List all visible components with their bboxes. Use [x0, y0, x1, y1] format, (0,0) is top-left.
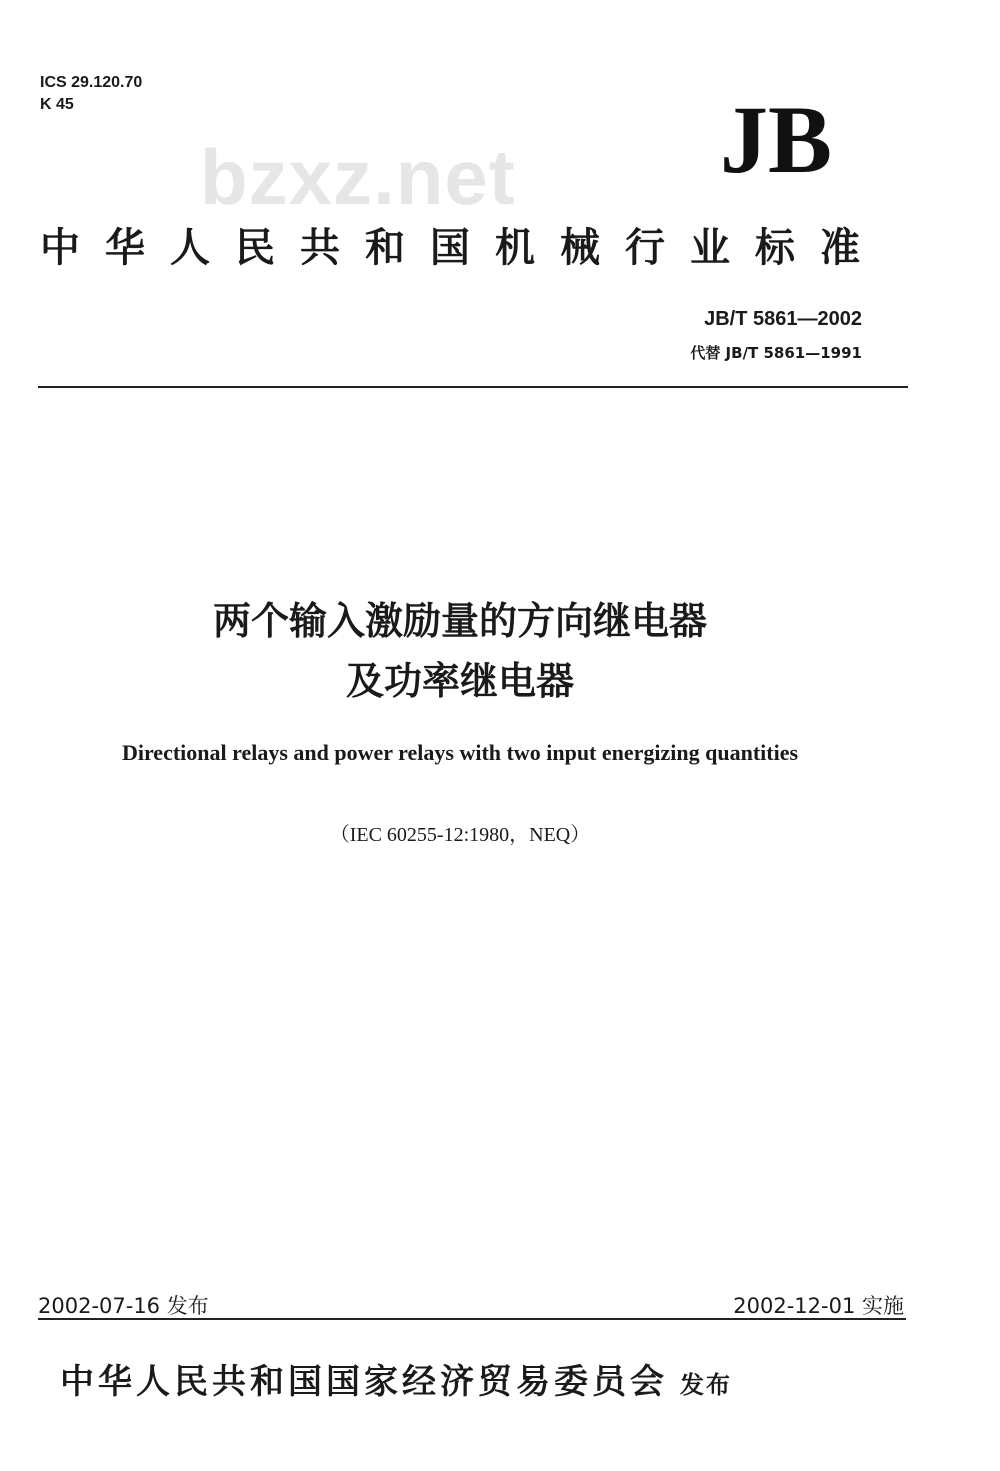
title-en: Directional relays and power relays with two input energizing quantities [121, 740, 799, 765]
publisher-suffix: 发布 [680, 1371, 732, 1399]
publisher [60, 1354, 732, 1403]
title-cn-line2: 及功率继电器 [345, 659, 574, 703]
title-cn-line1: 两个输入激励量的方向继电器 [212, 599, 707, 643]
industry-standard-heading: 中华人民共和国机械行业标准 [40, 225, 885, 271]
iec-reference: （IEC 60255-12:1980，NEQ） [329, 824, 591, 846]
watermark: bzxz.net [200, 133, 516, 221]
ccs-code: K 45 [40, 96, 74, 113]
classification-codes [40, 72, 142, 116]
issue-date: 2002-07-16 发布 [38, 1294, 209, 1318]
replaces-standard: 代替 JB/T 5861—1991 [690, 344, 862, 362]
top-divider [38, 386, 908, 388]
ics-code: ICS 29.120.70 [40, 74, 143, 91]
effective-date: 2002-12-01 实施 [733, 1294, 904, 1318]
jb-logo: JB [720, 86, 833, 193]
publisher-name: 中华人民共和国国家经济贸易委员会 [60, 1362, 668, 1402]
bottom-divider [38, 1318, 906, 1320]
standard-number: JB/T 5861—2002 [704, 308, 862, 330]
